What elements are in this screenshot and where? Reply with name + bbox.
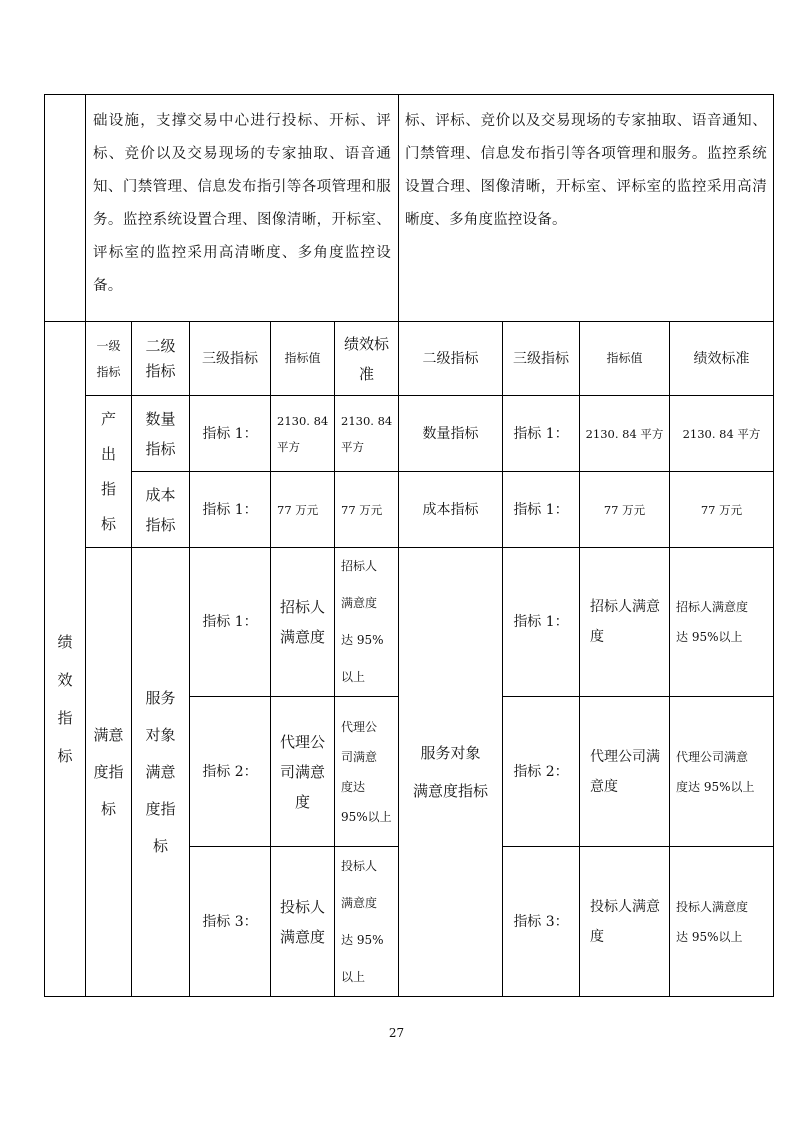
header-level2: 二级 指标	[145, 336, 176, 380]
satisfaction-row-right-level3: 指标 2：	[513, 763, 569, 780]
satisfaction-row-right-standard: 招标人满意度 达 95%以上	[676, 600, 749, 644]
page-number: 27	[388, 1026, 405, 1040]
header-right-level2: 二级指标	[422, 350, 479, 367]
satisfaction-row-right-level3: 指标 1：	[513, 614, 569, 630]
satisfaction-row-value: 投标人 满意度	[279, 897, 325, 946]
satisfaction-row-standard: 招标人 满意度 达 95% 以上	[341, 559, 384, 684]
output-level1-label: 产 出 指 标	[100, 409, 116, 533]
satisfaction-row-right-value: 投标人满意 度	[590, 898, 660, 945]
cost-right-level2: 成本指标	[422, 501, 479, 518]
satisfaction-right-level2-label: 服务对象 满意度指标	[412, 744, 488, 800]
quantity-standard: 2130. 84 平方	[341, 413, 393, 454]
satisfaction-row-standard: 代理公 司满意 度达 95%以上	[341, 719, 392, 824]
header-level1: 一级 指标	[96, 338, 121, 379]
satisfaction-row-level3: 指标 2：	[202, 763, 258, 780]
satisfaction-row-level3: 指标 3：	[202, 913, 258, 930]
cost-right-standard: 77 万元	[700, 502, 743, 517]
header-level3: 三级指标	[202, 350, 258, 367]
satisfaction-row-right-standard: 投标人满意度 达 95%以上	[676, 899, 749, 944]
left-description-text: 础设施，支撑交易中心进行投标、开标、评标、竞价以及交易现场的专家抽取、语音通知、门禁管理、信息发布指引等各项管理和服务。监控系统设置合理、图像清晰，开标室、评标室的监控采用高清晰度、多角度监控设备。	[93, 113, 391, 294]
cost-right-level3: 指标 1：	[513, 501, 569, 518]
satisfaction-row-level3: 指标 1：	[202, 614, 258, 630]
quantity-level3: 指标 1：	[202, 425, 258, 442]
header-right-standard: 绩效标准	[693, 350, 750, 367]
header-right-level3: 三级指标	[513, 350, 569, 367]
table-rule-right	[773, 94, 774, 997]
satisfaction-row-value: 代理公 司满意 度	[279, 732, 325, 811]
satisfaction-row-right-value: 招标人满意 度	[590, 599, 660, 645]
quantity-value: 2130. 84 平方	[277, 413, 329, 454]
satisfaction-row-value: 招标人 满意度	[279, 598, 325, 646]
section-label: 绩 效 指 标	[57, 633, 73, 765]
cost-right-value: 77 万元	[603, 502, 646, 517]
satisfaction-level2-label: 服务 对象 满意 度指 标	[145, 688, 176, 855]
header-right-value: 指标值	[606, 351, 643, 365]
satisfaction-row-right-value: 代理公司满 意度	[590, 748, 660, 795]
right-description-text: 标、评标、竞价以及交易现场的专家抽取、语音通知、门禁管理、信息发布指引等各项管理和服务。监控系统设置合理、图像清晰，开标室、评标室的监控采用高清晰度、多角度监控设备。	[405, 113, 767, 228]
header-standard: 绩效标 准	[343, 334, 389, 383]
cost-standard: 77 万元	[341, 502, 383, 517]
cost-level2: 成本 指标	[145, 485, 176, 534]
quantity-right-value: 2130. 84 平方	[585, 426, 664, 441]
quantity-right-standard: 2130. 84 平方	[682, 426, 761, 441]
quantity-right-level3: 指标 1：	[513, 425, 569, 442]
quantity-right-level2: 数量指标	[422, 425, 479, 442]
satisfaction-level1-label: 满意 度指 标	[93, 725, 124, 818]
quantity-level2: 数量 指标	[145, 409, 176, 458]
header-value: 指标值	[284, 351, 321, 365]
satisfaction-row-standard: 投标人 满意度 达 95% 以上	[341, 858, 384, 984]
satisfaction-row-right-level3: 指标 3：	[513, 913, 569, 930]
satisfaction-row-right-standard: 代理公司满意 度达 95%以上	[676, 749, 755, 794]
cost-level3: 指标 1：	[202, 501, 258, 518]
table-rule-bottom	[44, 996, 774, 997]
table-rule-top	[44, 94, 774, 95]
cost-value: 77 万元	[277, 502, 319, 517]
